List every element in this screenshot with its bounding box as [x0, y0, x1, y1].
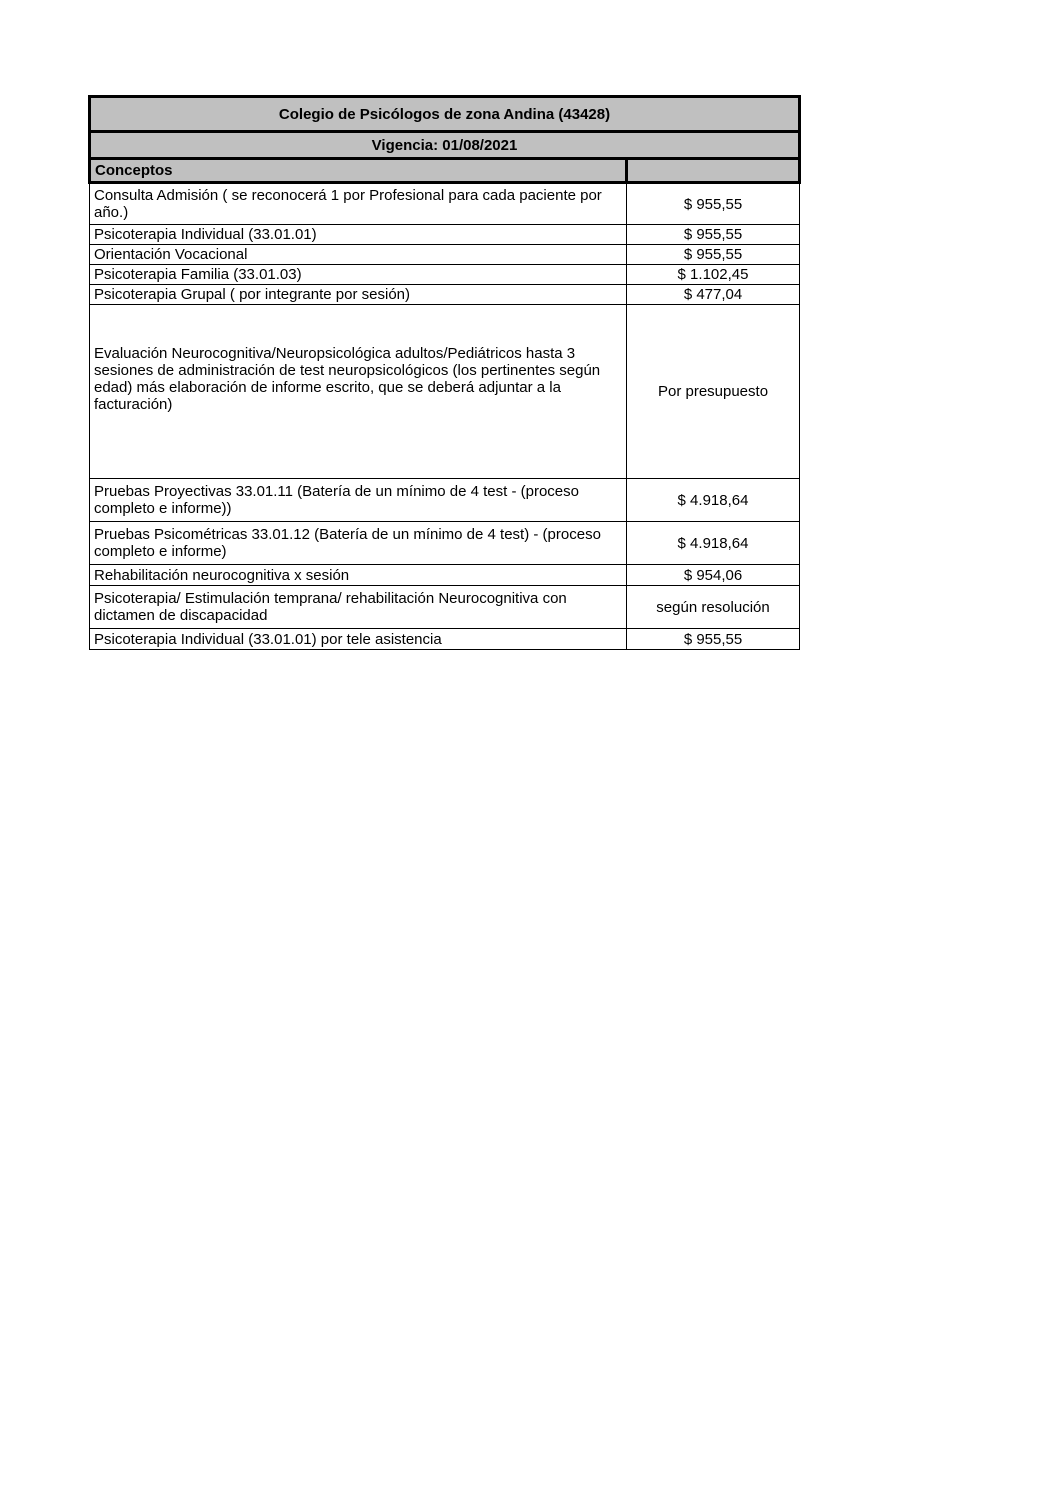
column-header-row: [90, 159, 800, 183]
price-cell: $ 955,55: [627, 245, 800, 265]
concept-cell: Psicoterapia Familia (33.01.03): [90, 265, 627, 285]
tariff-sheet: [88, 95, 798, 650]
table-row: [90, 522, 800, 565]
price-cell: según resolución: [627, 586, 800, 629]
price-cell: $ 4.918,64: [627, 522, 800, 565]
table-row: [90, 183, 800, 225]
table-row: [90, 629, 800, 650]
price-cell: $ 955,55: [627, 629, 800, 650]
table-row: [90, 265, 800, 285]
column-header-concept: Conceptos: [90, 159, 627, 183]
concept-cell: Orientación Vocacional: [90, 245, 627, 265]
concept-cell: Rehabilitación neurocognitiva x sesión: [90, 565, 627, 586]
price-cell: $ 955,55: [627, 225, 800, 245]
table-row: [90, 586, 800, 629]
column-header-price: [627, 159, 800, 183]
tariff-table: [88, 95, 801, 650]
concept-cell: Psicoterapia Grupal ( por integrante por sesión): [90, 285, 627, 305]
price-cell: $ 4.918,64: [627, 479, 800, 522]
concept-cell: Pruebas Proyectivas 33.01.11 (Batería de un mínimo de 4 test - (proceso completo e informe)): [90, 479, 627, 522]
concept-cell: [90, 305, 627, 479]
concept-cell: Psicoterapia Individual (33.01.01) por tele asistencia: [90, 629, 627, 650]
table-row: [90, 285, 800, 305]
price-cell: $ 477,04: [627, 285, 800, 305]
table-row: [90, 479, 800, 522]
concept-cell: Psicoterapia/ Estimulación temprana/ rehabilitación Neurocognitiva con dictamen de discapacidad: [90, 586, 627, 629]
table-title-row: [90, 97, 800, 132]
price-cell: Por presupuesto: [627, 305, 800, 479]
concept-cell: Pruebas Psicométricas 33.01.12 (Batería de un mínimo de 4 test) - (proceso completo e informe): [90, 522, 627, 565]
vigencia-row: [90, 132, 800, 159]
price-cell: $ 954,06: [627, 565, 800, 586]
concept-cell: Consulta Admisión ( se reconocerá 1 por Profesional para cada paciente por año.): [90, 183, 627, 225]
price-cell: $ 1.102,45: [627, 265, 800, 285]
concept-text: Evaluación Neurocognitiva/Neuropsicológica adultos/Pediátricos hasta 3 sesiones de administración de test neuropsicológicos (los pertinentes según edad) más elaboración de informe escrito, que se deberá adjuntar a la facturación): [94, 345, 601, 413]
concept-cell: Psicoterapia Individual (33.01.01): [90, 225, 627, 245]
table-row: [90, 565, 800, 586]
vigencia-date: Vigencia: 01/08/2021: [90, 132, 800, 159]
table-row: [90, 245, 800, 265]
table-row: [90, 225, 800, 245]
table-row: [90, 305, 800, 479]
price-cell: $ 955,55: [627, 183, 800, 225]
table-title: Colegio de Psicólogos de zona Andina (43428): [90, 97, 800, 132]
